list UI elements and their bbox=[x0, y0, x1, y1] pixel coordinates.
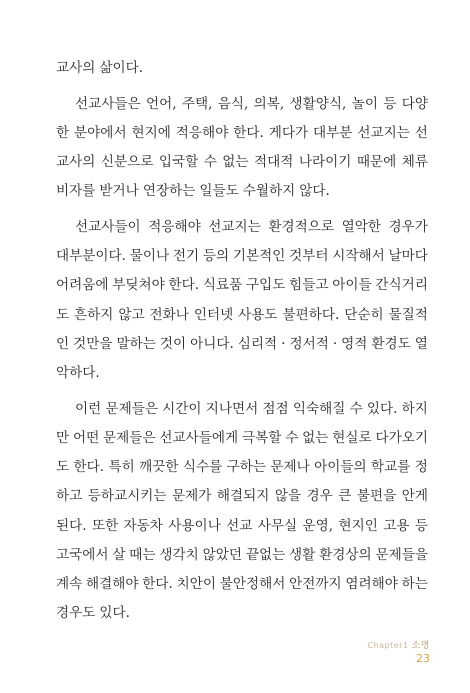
chapter-label bbox=[367, 638, 430, 651]
text-line: 만 어떤 문제들은 선교사들에게 극복할 수 없는 현실로 다가오기 bbox=[56, 429, 428, 446]
text-line: 인 것만을 말하는 것이 아니다. 심리적 · 정서적 · 영적 환경도 열 bbox=[56, 335, 428, 352]
chapter-prefix: Chapter1 bbox=[367, 641, 409, 650]
page-footer bbox=[367, 638, 430, 665]
text-line: 하고 등하교시키는 문제가 해결되지 않을 경우 큰 불편을 안게 bbox=[56, 488, 428, 505]
text-line: 이런 문제들은 시간이 지나면서 점점 익숙해질 수 있다. 하지 bbox=[75, 400, 428, 417]
chapter-title: 소명 bbox=[411, 641, 430, 651]
text-line: 악하다. bbox=[56, 365, 100, 381]
text-line: 선교사들이 적응해야 선교지는 환경적으로 열악한 경우가 bbox=[75, 219, 428, 235]
text-line: 된다. 또한 자동차 사용이나 선교 사무실 운영, 현지인 고용 등 bbox=[56, 517, 428, 534]
text-line: 고국에서 살 때는 생각치 않았던 끝없는 생활 환경상의 문제들을 bbox=[56, 546, 428, 563]
text-line: 선교사들은 언어, 주택, 음식, 의복, 생활양식, 놀이 등 다양 bbox=[75, 95, 428, 112]
text-line: 대부분이다. 물이나 전기 등의 기본적인 것부터 시작해서 날마다 bbox=[56, 248, 428, 265]
text-line: 도 한다. 특히 깨끗한 식수를 구하는 문제나 아이들의 학교를 정 bbox=[56, 459, 428, 476]
text-line: 경우도 있다. bbox=[56, 605, 130, 622]
page-number: 23 bbox=[416, 652, 430, 665]
text-line: 도 흔하지 않고 전화나 인터넷 사용도 불편하다. 단순히 물질적 bbox=[56, 306, 428, 323]
text-line: 한 분야에서 현지에 적응해야 한다. 게다가 대부분 선교지는 선 bbox=[56, 124, 428, 141]
text-line: 어려움에 부딪쳐야 한다. 식료품 구입도 힘들고 아이들 간식거리 bbox=[56, 277, 428, 294]
text-line: 교사의 삶이다. bbox=[56, 60, 144, 76]
text-line: 비자를 받거나 연장하는 일들도 수월하지 않다. bbox=[56, 183, 330, 200]
text-line: 교사의 신분으로 입국할 수 없는 적대적 나라이기 때문에 체류 bbox=[56, 154, 428, 171]
text-line: 계속 해결해야 한다. 치안이 불안정해서 안전까지 염려해야 하는 bbox=[56, 575, 428, 592]
